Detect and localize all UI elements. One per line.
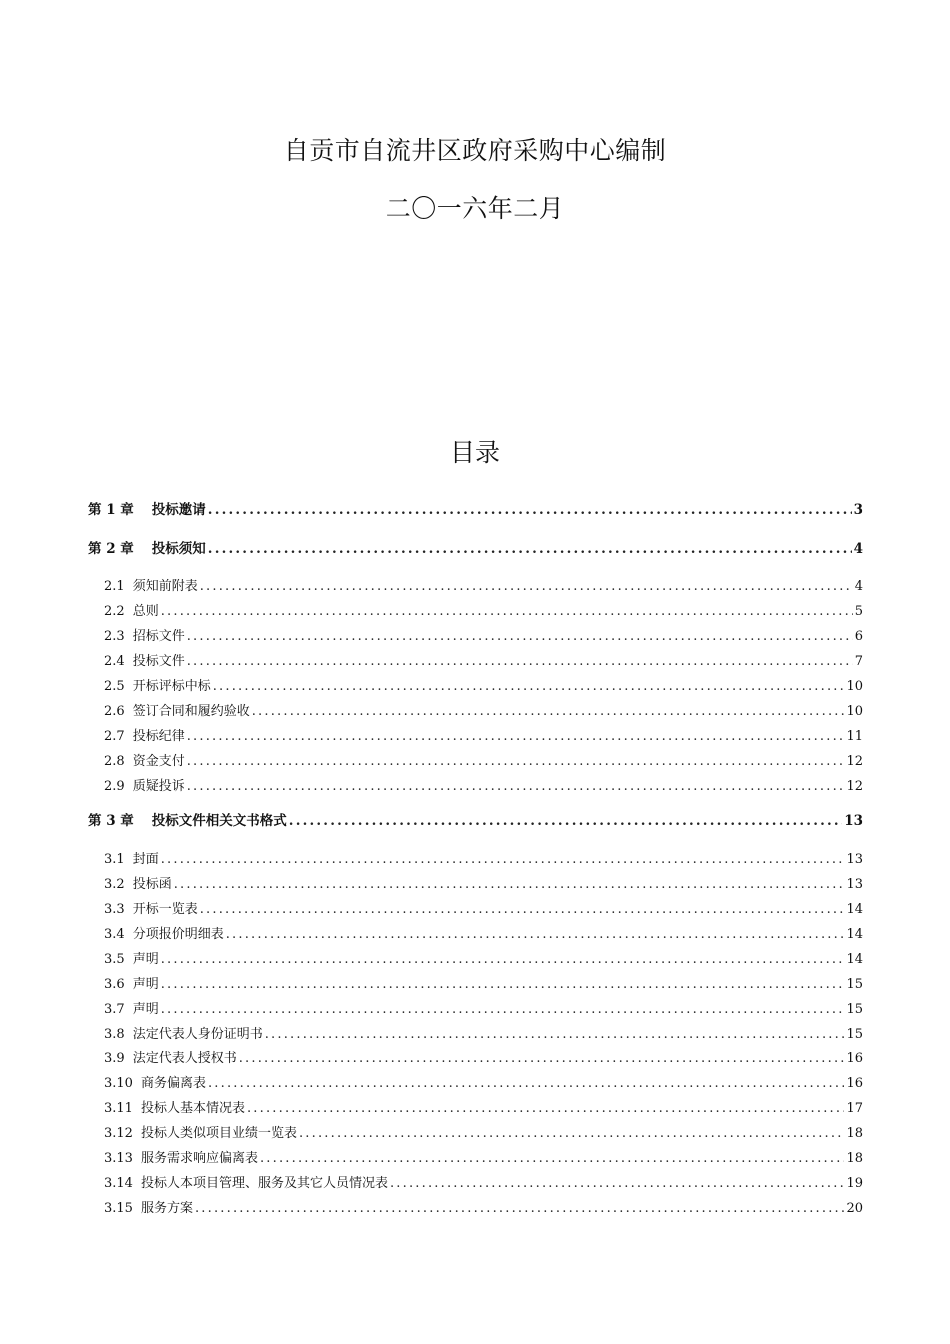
toc-page-number: 15 (846, 977, 863, 992)
toc-dot-leader (260, 1150, 844, 1168)
toc-page-number: 12 (846, 754, 863, 769)
toc-dot-leader (187, 778, 845, 796)
toc-entry-title: 法定代表人身份证明书 (132, 1027, 263, 1042)
toc-entry-label (104, 1001, 159, 1019)
toc-dot-leader (390, 1175, 844, 1193)
toc-page-number: 20 (846, 1201, 863, 1216)
toc-section-row[interactable] (104, 1026, 863, 1044)
toc-dot-leader (200, 578, 853, 596)
toc-section-row[interactable] (104, 951, 863, 969)
toc-entry-label (104, 1175, 388, 1193)
toc-entry-number: 3.3 (104, 902, 125, 917)
toc-dot-leader (187, 628, 853, 646)
toc-entry-title: 投标人本项目管理、服务及其它人员情况表 (140, 1176, 388, 1191)
toc-entry-label (104, 578, 198, 596)
toc-page-number: 12 (846, 779, 863, 794)
toc-entry-label (104, 976, 159, 994)
toc-entry-title: 投标须知 (151, 541, 206, 557)
toc-section-row[interactable] (104, 1050, 863, 1068)
toc-section-row[interactable] (104, 1175, 863, 1193)
toc-page-number: 16 (846, 1076, 863, 1091)
toc-dot-leader (161, 851, 845, 869)
toc-entry-label (104, 1200, 193, 1218)
toc-dot-leader (161, 603, 853, 621)
toc-entry-title: 投标文件相关文书格式 (151, 813, 287, 829)
toc-section-row[interactable] (104, 653, 863, 671)
toc-dot-leader (161, 951, 845, 969)
toc-entry-title: 封面 (132, 852, 159, 867)
toc-entry-number: 2.7 (104, 729, 125, 744)
toc-page-number: 18 (846, 1151, 863, 1166)
toc-entry-label (104, 728, 185, 746)
toc-page-number: 10 (846, 679, 863, 694)
toc-entry-number: 3.13 (104, 1151, 133, 1166)
toc-dot-leader (265, 1026, 845, 1044)
toc-dot-leader (187, 753, 845, 771)
toc-entry-title: 招标文件 (132, 629, 185, 644)
toc-section-row[interactable] (104, 1001, 863, 1019)
toc-entry-label (104, 1125, 297, 1143)
toc-page-number: 4 (853, 541, 863, 557)
toc-entry-label (104, 753, 185, 771)
toc-page-number: 4 (854, 579, 863, 594)
toc-entry-number: 2.9 (104, 779, 125, 794)
toc-section-row[interactable] (104, 851, 863, 869)
toc-page-number: 13 (844, 813, 863, 829)
toc-entry-number: 第 2 章 (88, 541, 134, 557)
toc-entry-title: 投标文件 (132, 654, 185, 669)
toc-section-row[interactable] (104, 926, 863, 944)
toc-entry-title: 服务需求响应偏离表 (140, 1151, 258, 1166)
toc-entry-number: 3.14 (104, 1176, 133, 1191)
toc-entry-label (104, 901, 198, 919)
toc-entry-number: 3.1 (104, 852, 125, 867)
toc-page-number: 7 (854, 654, 863, 669)
toc-section-row[interactable] (104, 728, 863, 746)
toc-entry-label (104, 1026, 263, 1044)
toc-dot-leader (289, 812, 842, 830)
toc-dot-leader (195, 1200, 844, 1218)
toc-entry-title: 商务偏离表 (140, 1076, 206, 1091)
toc-entry-title: 声明 (132, 1002, 159, 1017)
toc-page-number: 15 (846, 1027, 863, 1042)
toc-entry-label (104, 1150, 258, 1168)
toc-dot-leader (161, 1001, 845, 1019)
toc-page-number: 15 (846, 1002, 863, 1017)
toc-entry-title: 投标人基本情况表 (140, 1101, 245, 1116)
toc-section-row[interactable] (104, 901, 863, 919)
toc-section-row[interactable] (104, 778, 863, 796)
toc-page-number: 11 (846, 729, 863, 744)
toc-section-row[interactable] (104, 628, 863, 646)
toc-entry-label (104, 951, 159, 969)
toc-entry-title: 开标评标中标 (132, 679, 211, 694)
toc-entry-number: 3.4 (104, 927, 125, 942)
toc-entry-label (104, 653, 185, 671)
toc-dot-leader (247, 1100, 844, 1118)
toc-page-number: 14 (846, 927, 863, 942)
toc-chapter-row[interactable] (88, 501, 863, 519)
toc-entry-label (104, 678, 211, 696)
toc-dot-leader (208, 501, 852, 519)
toc-entry-number: 3.11 (104, 1101, 133, 1116)
toc-entry-number: 2.6 (104, 704, 125, 719)
toc-entry-number: 2.5 (104, 679, 125, 694)
toc-section-row[interactable] (104, 578, 863, 596)
toc-page-number: 17 (846, 1101, 863, 1116)
toc-entry-label (88, 540, 206, 558)
toc-entry-number: 2.4 (104, 654, 125, 669)
toc-section-row[interactable] (104, 1075, 863, 1093)
toc-dot-leader (161, 976, 845, 994)
toc-dot-leader (239, 1050, 845, 1068)
toc-section-row[interactable] (104, 603, 863, 621)
toc-entry-label (104, 628, 185, 646)
date-line: 二〇一六年二月 (385, 194, 565, 223)
toc-section-row[interactable] (104, 1100, 863, 1118)
toc-entry-title: 总则 (132, 604, 159, 619)
toc-page-number: 5 (854, 604, 863, 619)
toc-dot-leader (200, 901, 845, 919)
toc-page-number: 16 (846, 1051, 863, 1066)
toc-entry-title: 签订合同和履约验收 (132, 704, 250, 719)
toc-chapter-row[interactable] (88, 812, 863, 830)
toc-entry-number: 2.3 (104, 629, 125, 644)
toc-entry-number: 3.5 (104, 952, 125, 967)
toc-page-number: 13 (846, 852, 863, 867)
toc-entry-number: 3.7 (104, 1002, 125, 1017)
toc-page-number: 6 (854, 629, 863, 644)
toc-entry-label (104, 1100, 245, 1118)
toc-entry-title: 投标人类似项目业绩一览表 (140, 1126, 297, 1141)
toc-entry-title: 分项报价明细表 (132, 927, 224, 942)
toc-dot-leader (299, 1125, 844, 1143)
toc-page-number: 18 (846, 1126, 863, 1141)
toc-entry-label (104, 703, 250, 721)
toc-title: 目录 (449, 438, 500, 467)
toc-entry-number: 3.10 (104, 1076, 133, 1091)
toc-entry-label (88, 501, 206, 519)
toc-entry-title: 服务方案 (140, 1201, 193, 1216)
toc-entry-label (104, 1050, 237, 1068)
toc-entry-title: 须知前附表 (132, 579, 198, 594)
toc-section-row[interactable] (104, 753, 863, 771)
toc-entry-label (104, 876, 172, 894)
issuer-line: 自贡市自流井区政府采购中心编制 (283, 136, 667, 165)
toc-section-row[interactable] (104, 703, 863, 721)
toc-section-row[interactable] (104, 678, 863, 696)
toc-dot-leader (187, 728, 845, 746)
toc-dot-leader (252, 703, 845, 721)
toc-dot-leader (174, 876, 845, 894)
toc-entry-title: 投标邀请 (151, 502, 206, 518)
toc-page-number: 3 (853, 502, 863, 518)
toc-chapter-row[interactable] (88, 540, 863, 558)
toc-entry-title: 投标纪律 (132, 729, 185, 744)
toc-entry-number: 第 3 章 (88, 813, 134, 829)
toc-entry-number: 2.1 (104, 579, 125, 594)
toc-entry-number: 3.6 (104, 977, 125, 992)
toc-section-row[interactable] (104, 876, 863, 894)
toc-page-number: 14 (846, 952, 863, 967)
toc-dot-leader (208, 1075, 844, 1093)
toc-section-row[interactable] (104, 1125, 863, 1143)
toc-entry-label (104, 778, 185, 796)
toc-entry-title: 声明 (132, 977, 159, 992)
toc-dot-leader (208, 540, 852, 558)
toc-entry-number: 3.8 (104, 1027, 125, 1042)
toc-entry-number: 3.12 (104, 1126, 133, 1141)
toc-entry-number: 第 1 章 (88, 502, 134, 518)
toc-entry-title: 开标一览表 (132, 902, 198, 917)
toc-entry-number: 3.15 (104, 1201, 133, 1216)
toc-entry-title: 声明 (132, 952, 159, 967)
toc-entry-label (104, 1075, 206, 1093)
toc-page-number: 19 (846, 1176, 863, 1191)
toc-entry-label (104, 926, 224, 944)
toc-entry-label (88, 812, 287, 830)
toc-page-number: 13 (846, 877, 863, 892)
toc-entry-number: 3.2 (104, 877, 125, 892)
toc-section-row[interactable] (104, 1150, 863, 1168)
toc-entry-number: 3.9 (104, 1051, 125, 1066)
toc-section-row[interactable] (104, 1200, 863, 1218)
toc-entry-label (104, 603, 159, 621)
toc-page-number: 10 (846, 704, 863, 719)
toc-entry-title: 质疑投诉 (132, 779, 185, 794)
toc-dot-leader (213, 678, 845, 696)
toc-entry-title: 法定代表人授权书 (132, 1051, 237, 1066)
toc-page-number: 14 (846, 902, 863, 917)
toc-section-row[interactable] (104, 976, 863, 994)
toc-entry-number: 2.8 (104, 754, 125, 769)
toc-dot-leader (226, 926, 845, 944)
toc-entry-label (104, 851, 159, 869)
toc-entry-number: 2.2 (104, 604, 125, 619)
toc-entry-title: 资金支付 (132, 754, 185, 769)
toc-entry-title: 投标函 (132, 877, 172, 892)
toc-dot-leader (187, 653, 853, 671)
